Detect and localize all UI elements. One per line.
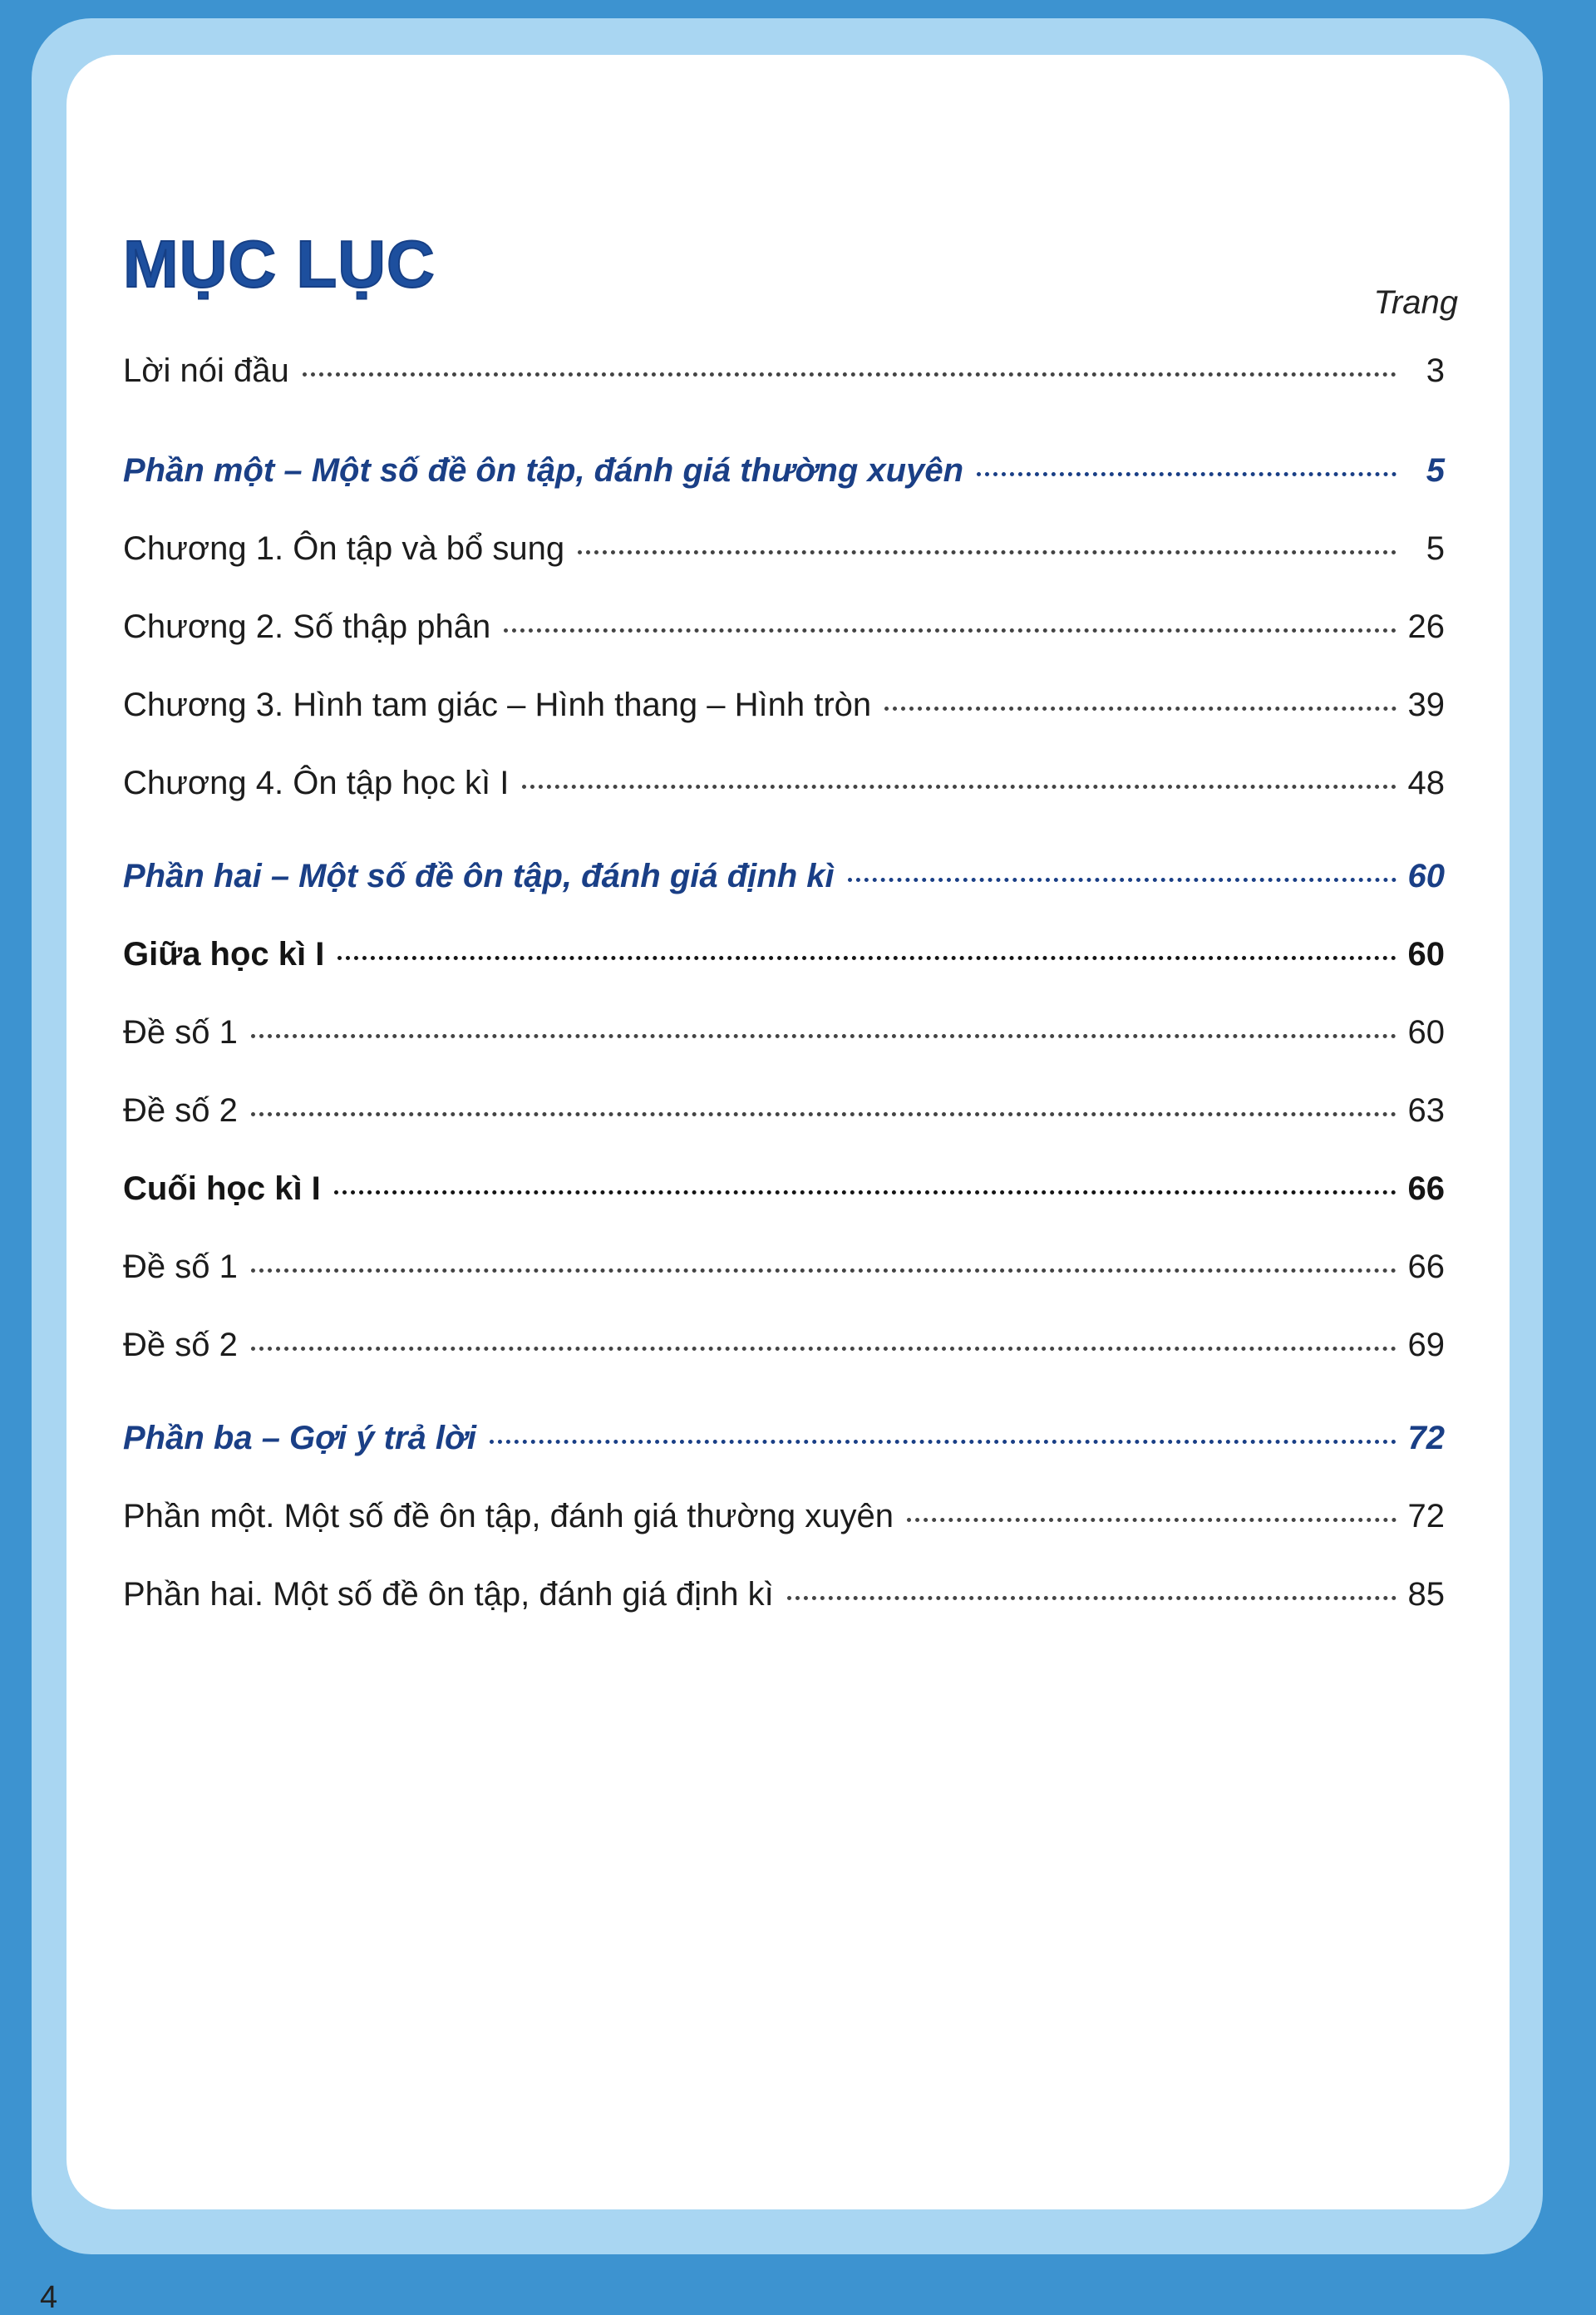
toc-entry-midterm-test-2[interactable] bbox=[123, 1086, 1445, 1135]
dot-leader bbox=[490, 1440, 1396, 1444]
toc-entry-label: Lời nói đầu bbox=[123, 352, 289, 389]
toc-entry-label: Đề số 2 bbox=[123, 1327, 238, 1363]
dot-leader bbox=[251, 1347, 1396, 1351]
toc-entry-midterm-test-1[interactable] bbox=[123, 1007, 1445, 1057]
toc-entry-page: 60 bbox=[1407, 1014, 1445, 1051]
toc-entry-final-test-1[interactable] bbox=[123, 1242, 1445, 1292]
toc-entry-label: Đề số 1 bbox=[123, 1014, 238, 1051]
dot-leader bbox=[848, 878, 1396, 882]
dot-leader bbox=[251, 1268, 1396, 1273]
dot-leader bbox=[522, 785, 1396, 789]
toc-entry-answers-part-two[interactable] bbox=[123, 1569, 1445, 1619]
dot-leader bbox=[334, 1190, 1396, 1194]
toc-entry-page: 5 bbox=[1426, 530, 1445, 567]
toc-entry-page: 48 bbox=[1407, 765, 1445, 801]
toc-entry-chapter-4[interactable] bbox=[123, 758, 1445, 808]
toc-entry-page: 85 bbox=[1407, 1576, 1445, 1613]
dot-leader bbox=[504, 628, 1396, 633]
toc-entry-page: 72 bbox=[1407, 1420, 1445, 1456]
dot-leader bbox=[907, 1518, 1396, 1522]
dot-leader bbox=[884, 707, 1396, 711]
toc-entry-label: Phần hai. Một số đề ôn tập, đánh giá định kì bbox=[123, 1576, 774, 1613]
toc-entry-part-two[interactable] bbox=[123, 851, 1445, 901]
toc-entry-chapter-3[interactable] bbox=[123, 680, 1445, 730]
toc-entry-label: Đề số 1 bbox=[123, 1249, 238, 1285]
dot-leader bbox=[977, 472, 1396, 476]
toc-entry-label: Chương 2. Số thập phân bbox=[123, 608, 491, 645]
dot-leader bbox=[251, 1112, 1396, 1116]
toc-title: MỤC LỤC bbox=[123, 227, 436, 301]
toc-entry-label: Phần một – Một số đề ôn tập, đánh giá thường xuyên bbox=[123, 452, 963, 489]
toc-entry-label: Chương 1. Ôn tập và bổ sung bbox=[123, 530, 565, 567]
toc-entry-label: Cuối học kì I bbox=[123, 1170, 321, 1207]
toc-entry-part-one[interactable] bbox=[123, 446, 1445, 495]
toc-entry-page: 60 bbox=[1407, 936, 1445, 973]
toc-entry-label: Phần hai – Một số đề ôn tập, đánh giá định kì bbox=[123, 858, 835, 894]
toc-entry-label: Giữa học kì I bbox=[123, 936, 325, 973]
toc-entry-page: 66 bbox=[1407, 1170, 1445, 1207]
dot-leader bbox=[337, 956, 1396, 960]
toc-entry-label: Chương 4. Ôn tập học kì I bbox=[123, 765, 510, 801]
toc-entry-page: 63 bbox=[1407, 1092, 1445, 1129]
toc-entry-final-test-2[interactable] bbox=[123, 1320, 1445, 1370]
dot-leader bbox=[303, 372, 1396, 377]
toc-entry-page: 72 bbox=[1407, 1498, 1445, 1534]
dot-leader bbox=[787, 1596, 1396, 1600]
toc-entry-chapter-2[interactable] bbox=[123, 602, 1445, 652]
toc-entry-page: 39 bbox=[1407, 687, 1445, 723]
toc-entry-answers-part-one[interactable] bbox=[123, 1491, 1445, 1541]
toc-entry-page: 60 bbox=[1407, 858, 1445, 894]
toc-entry-label: Phần một. Một số đề ôn tập, đánh giá thường xuyên bbox=[123, 1498, 894, 1534]
toc-entry-label: Chương 3. Hình tam giác – Hình thang – Hình tròn bbox=[123, 687, 872, 723]
dot-leader bbox=[578, 550, 1396, 554]
page-column-label: Trang bbox=[1373, 284, 1458, 321]
toc-entry-page: 69 bbox=[1407, 1327, 1445, 1363]
page-number: 4 bbox=[40, 2280, 58, 2315]
toc-entry-page: 5 bbox=[1426, 452, 1445, 489]
toc-entry-label: Phần ba – Gợi ý trả lời bbox=[123, 1420, 476, 1456]
toc-entry-midterm[interactable] bbox=[123, 929, 1445, 979]
toc-entry-final[interactable] bbox=[123, 1164, 1445, 1214]
dot-leader bbox=[251, 1034, 1396, 1038]
toc-entry-chapter-1[interactable] bbox=[123, 524, 1445, 574]
toc-entry-page: 26 bbox=[1407, 608, 1445, 645]
toc-entry-part-three[interactable] bbox=[123, 1413, 1445, 1463]
toc-entry-page: 3 bbox=[1426, 352, 1445, 389]
toc-entry-page: 66 bbox=[1407, 1249, 1445, 1285]
toc-entry-label: Đề số 2 bbox=[123, 1092, 238, 1129]
toc-entry-foreword[interactable] bbox=[123, 346, 1445, 396]
